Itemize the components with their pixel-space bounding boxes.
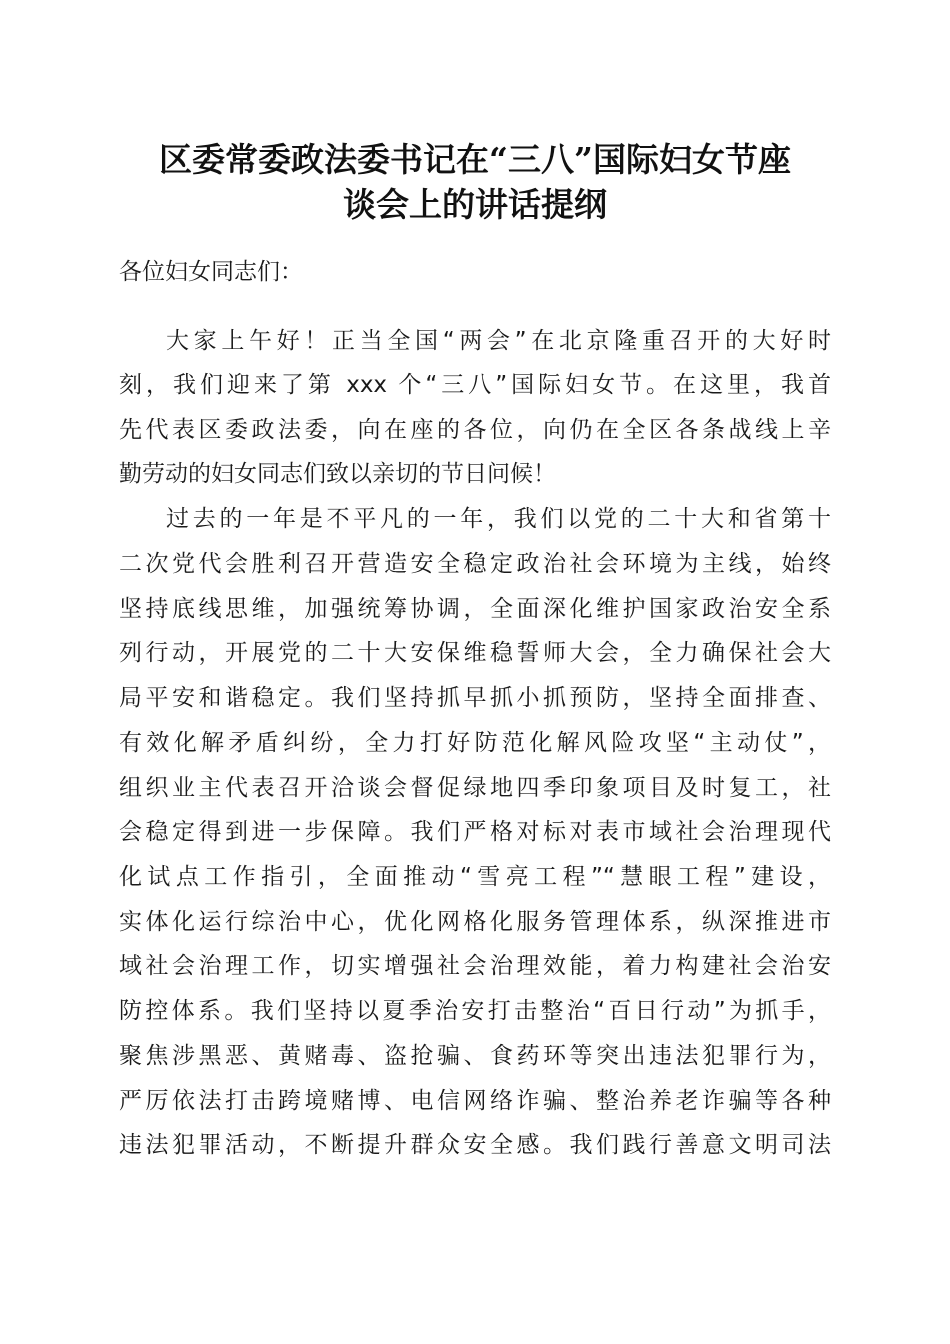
body-line: 坚持底线思维，加强统筹协调，全面深化维护国家政治安全系 [119,596,831,622]
body-line: 先代表区委政法委，向在座的各位，向仍在全区各条战线上辛 [119,417,831,443]
body-line: 列行动，开展党的二十大安保维稳誓师大会，全力确保社会大 [119,640,831,666]
body-line: 过去的一年是不平凡的一年，我们以党的二十大和省第十 [166,506,831,532]
body-line: 刻，我们迎来了第 xxx 个“三八”国际妇女节。在这里，我首 [119,372,831,398]
salutation: 各位妇女同志们： [119,259,303,285]
body-line: 防控体系。我们坚持以夏季治安打击整治“百日行动”为抓手， [119,998,831,1024]
body-line: 组织业主代表召开洽谈会督促绿地四季印象项目及时复工，社 [119,775,831,801]
body-line: 严厉依法打击跨境赌博、电信网络诈骗、整治养老诈骗等各种 [119,1088,831,1114]
body-line: 有效化解矛盾纠纷，全力打好防范化解风险攻坚“主动仗”， [119,730,831,756]
document-title-line-2: 谈会上的讲话提纲 [343,185,607,224]
body-line: 实体化运行综治中心，优化网格化服务管理体系，纵深推进市 [119,909,831,935]
body-line: 聚焦涉黑恶、黄赌毒、盗抢骗、食药环等突出违法犯罪行为， [119,1043,831,1069]
document-title-line-1: 区委常委政法委书记在“三八”国际妇女节座 [159,140,791,179]
body-line: 二次党代会胜利召开营造安全稳定政治社会环境为主线，始终 [119,551,831,577]
body-line: 会稳定得到进一步保障。我们严格对标对表市域社会治理现代 [119,819,831,845]
body-line: 违法犯罪活动，不断提升群众安全感。我们践行善意文明司法 [119,1132,831,1158]
body-line: 域社会治理工作，切实增强社会治理效能，着力构建社会治安 [119,953,831,979]
body-line: 大家上午好！正当全国“两会”在北京隆重召开的大好时 [166,328,831,354]
body-line: 勤劳动的妇女同志们致以亲切的节日问候！ [119,461,556,487]
body-line: 局平安和谐稳定。我们坚持抓早抓小抓预防，坚持全面排查、 [119,685,831,711]
body-line: 化试点工作指引，全面推动“雪亮工程”“慧眼工程”建设， [119,864,831,890]
